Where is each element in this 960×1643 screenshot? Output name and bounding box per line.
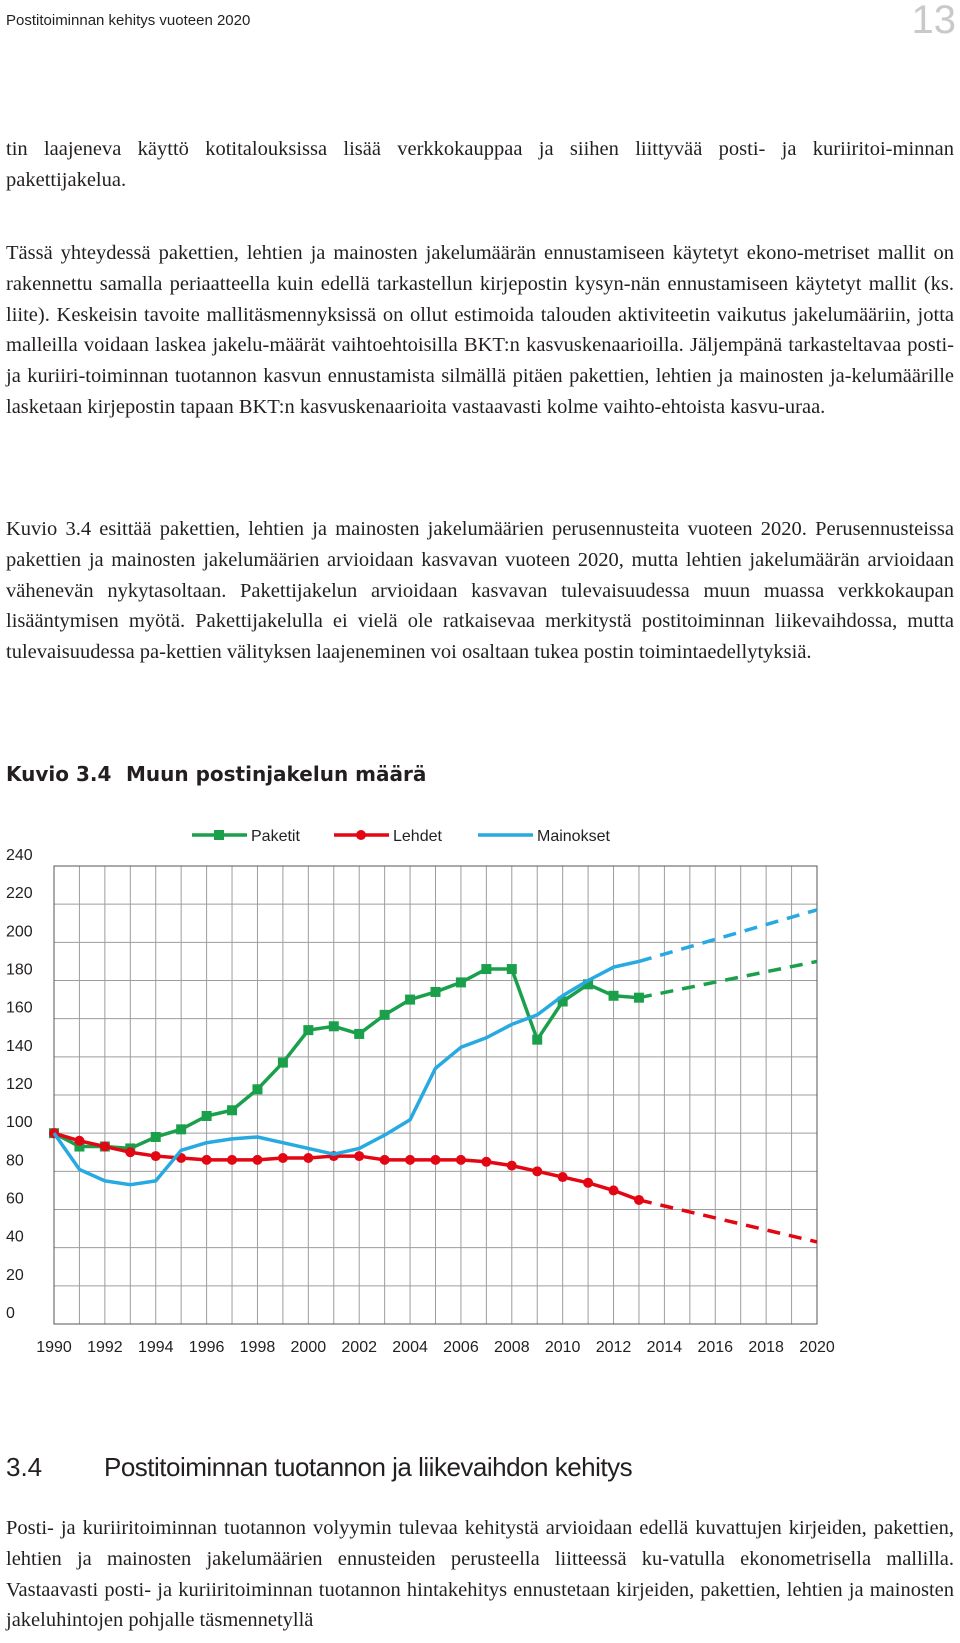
x-tick-label: 1994 xyxy=(137,1339,174,1356)
section-number: 3.4 xyxy=(6,1452,43,1482)
forecast-line-lehdet xyxy=(639,1200,817,1242)
x-tick-label: 2002 xyxy=(341,1339,377,1356)
data-point xyxy=(74,1136,84,1146)
y-tick-label: 220 xyxy=(6,885,33,903)
series-line-paketit xyxy=(54,969,639,1148)
x-tick-label: 2004 xyxy=(392,1339,428,1356)
data-point xyxy=(609,991,619,1001)
series-line-mainokset xyxy=(54,961,639,1184)
data-point xyxy=(354,1029,364,1039)
y-tick-label: 180 xyxy=(6,961,33,979)
data-point xyxy=(405,1155,415,1165)
y-tick-label: 240 xyxy=(6,847,33,864)
data-point xyxy=(354,1151,364,1161)
data-point xyxy=(380,1155,390,1165)
data-point xyxy=(252,1155,262,1165)
forecast-line-paketit xyxy=(639,961,817,997)
y-tick-label: 100 xyxy=(6,1114,33,1132)
data-point xyxy=(303,1025,313,1035)
x-tick-label: 2010 xyxy=(544,1339,581,1356)
x-tick-label: 2018 xyxy=(748,1339,784,1356)
page-number: 13 xyxy=(911,0,956,42)
section-title: Postitoiminnan tuotannon ja liikevaihdon kehitys xyxy=(104,1452,633,1482)
data-point xyxy=(252,1084,262,1094)
data-point xyxy=(202,1111,212,1121)
y-tick-label: 80 xyxy=(6,1152,24,1170)
y-tick-label: 160 xyxy=(6,999,33,1017)
data-point xyxy=(405,995,415,1005)
x-tick-label: 1990 xyxy=(36,1339,72,1356)
data-point xyxy=(227,1105,237,1115)
y-tick-label: 120 xyxy=(6,1076,33,1093)
legend-marker xyxy=(214,830,224,840)
data-point xyxy=(456,977,466,987)
data-point xyxy=(380,1010,390,1020)
x-tick-label: 2000 xyxy=(290,1339,327,1356)
data-point xyxy=(609,1185,619,1195)
x-tick-label: 1992 xyxy=(87,1339,123,1356)
paragraph-2: Tässä yhteydessä pakettien, lehtien ja mainosten jakelumäärän ennustamiseen käytetyt ekono-metriset mallit on rakennettu samalla periaatteella kuin edellä tarkastellun kirjepostin kysyn-nän ennustamiseen käytetyt mallit (ks. liite). Keskeisin tavoite mallitäsmennyksissä on ollut estimoida talouden aktiviteetin vaikutus jakelumääriin, jotta malleilla voidaan laskea jakelu-määrät vaihtoehtoisilla BKT:n kasvuskenaarioilla. Jäljempänä tarkasteltavaa posti- ja kuriiri-toiminnan tuotannon kasvun ennustamista silmällä pitäen pakettien, lehtien ja mainosten ja-kelumäärille lasketaan kirjepostin tapaan BKT:n kasvuskenaarioita vastaavasti kolme vaihto-ehtoista kasvu-uraa. xyxy=(6,242,954,418)
data-point xyxy=(456,1155,466,1165)
data-point xyxy=(507,1161,517,1171)
data-point xyxy=(100,1142,110,1152)
y-tick-label: 20 xyxy=(6,1266,24,1284)
data-point xyxy=(558,1172,568,1182)
figure-title: Muun postinjakelun määrä xyxy=(126,762,427,786)
legend-marker xyxy=(356,830,366,840)
y-tick-label: 60 xyxy=(6,1190,24,1208)
legend-label: Lehdet xyxy=(393,828,442,845)
paragraph-3: Kuvio 3.4 esittää pakettien, lehtien ja mainosten jakelumäärien perusennusteita vuoteen 2020. Perusennusteissa pakettien ja mainosten jakelumäärien arvioidaan kasvavan vuoteen 2020, mutta lehtien jakelumäärän arvioidaan vähenevän nykytasoltaan. Pakettijakelun arvioidaan kasvavan tulevaisuudessa muun muassa verkkokaupan lisääntymisen myötä. Pakettijakelulla ei vielä ole ratkaisevaa merkitystä postitoiminnan liikevaihdossa, mutta tulevaisuudessa pa-kettien välityksen laajeneminen voi osaltaan tukea postin toimintaedellytyksiä. xyxy=(6,518,954,664)
data-point xyxy=(303,1153,313,1163)
legend-label: Mainokset xyxy=(537,828,610,845)
y-tick-label: 40 xyxy=(6,1228,24,1246)
data-point xyxy=(481,1157,491,1167)
data-point xyxy=(329,1021,339,1031)
data-point xyxy=(481,964,491,974)
line-chart xyxy=(0,810,960,1370)
forecast-line-mainokset xyxy=(639,910,817,962)
y-tick-label: 140 xyxy=(6,1037,33,1055)
data-point xyxy=(634,993,644,1003)
paragraph-1: tin laajeneva käyttö kotitalouksissa lisää verkkokauppaa ja siihen liittyvää posti- ja kuriiritoi-minnan pakettijakelua. xyxy=(6,138,954,191)
data-point xyxy=(634,1195,644,1205)
x-tick-label: 2014 xyxy=(646,1339,683,1356)
data-point xyxy=(431,1155,441,1165)
legend-label: Paketit xyxy=(251,828,300,845)
figure-label: Kuvio 3.4 xyxy=(6,762,112,786)
data-point xyxy=(532,1166,542,1176)
x-tick-label: 2020 xyxy=(799,1339,835,1356)
data-point xyxy=(532,1035,542,1045)
running-header: Postitoiminnan kehitys vuoteen 2020 xyxy=(6,12,251,29)
x-tick-label: 1996 xyxy=(188,1339,225,1356)
data-point xyxy=(151,1132,161,1142)
y-tick-label: 200 xyxy=(6,923,33,941)
data-point xyxy=(151,1151,161,1161)
data-point xyxy=(278,1153,288,1163)
x-tick-label: 2008 xyxy=(494,1339,530,1356)
data-point xyxy=(583,1178,593,1188)
x-tick-label: 2016 xyxy=(697,1339,734,1356)
y-tick-label: 0 xyxy=(6,1305,15,1322)
data-point xyxy=(125,1147,135,1157)
x-tick-label: 2006 xyxy=(443,1339,479,1356)
data-point xyxy=(202,1155,212,1165)
data-point xyxy=(507,964,517,974)
data-point xyxy=(176,1124,186,1134)
data-point xyxy=(278,1058,288,1068)
x-tick-label: 2012 xyxy=(595,1339,632,1356)
data-point xyxy=(431,987,441,997)
data-point xyxy=(227,1155,237,1165)
section-paragraph: Posti- ja kuriiritoiminnan tuotannon volyymin tulevaa kehitystä arvioidaan edellä kuvattujen kirjeiden, pakettien, lehtien ja mainosten jakelumäärien ennusteiden perusteella liitteessä ku-vatulla ekonometrisella mallilla. Vastaavasti posti- ja kuriiritoiminnan tuotannon hintakehitys ennustetaan kirjeiden, pakettien, lehtien ja mainosten jakeluhintojen pohjalle täsmennetyllä xyxy=(6,1517,954,1632)
x-tick-label: 1998 xyxy=(239,1339,276,1356)
